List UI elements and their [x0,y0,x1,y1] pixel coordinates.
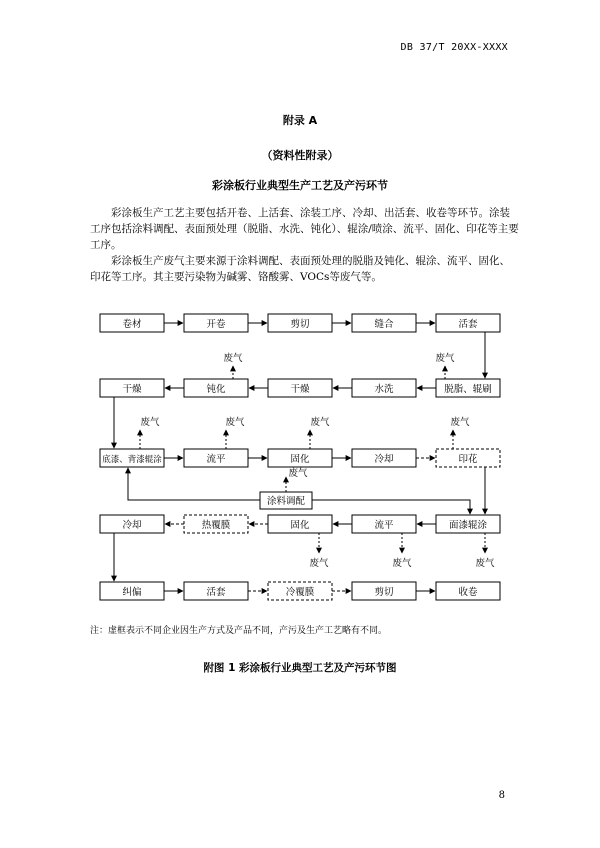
label-shearing-1: 剪切 [290,319,310,330]
figure-caption: 附图 1 彩涂板行业典型工艺及产污环节图 [203,662,397,674]
label-cold-lamination: 冷覆膜 [285,587,315,598]
label-passivation: 钝化 [206,384,226,395]
label-deviation-correction: 纠偏 [122,587,142,598]
waste-gas-label: 废气 [392,558,412,569]
label-curing-2: 固化 [290,520,310,531]
waste-gas-label: 废气 [225,417,245,428]
label-cooling-1: 冷却 [374,454,394,465]
footnote: 注：虚框表示不同企业因生产方式及产品不同，产污及生产工艺略有不同。 [90,626,388,636]
label-uncoiling: 开卷 [206,319,226,330]
waste-gas-label: 废气 [140,417,160,428]
waste-gas-label: 废气 [310,417,330,428]
label-topcoat: 面漆辊涂 [448,520,488,531]
label-paint-mixing: 涂料调配 [266,496,306,507]
label-hot-lamination: 热覆膜 [201,520,231,531]
label-stitching: 缝合 [374,319,394,330]
waste-gas-label: 废气 [450,417,470,428]
paragraph-process: 彩涂板生产工艺主要包括开卷、上活套、涂装工序、冷却、出活套、收卷等环节。涂装工序包括涂料调配、表面预处理（脱脂、水洗、钝化）、辊涂/喷涂、流平、固化、印花等主要工序。 [90,207,519,251]
label-water-wash: 水洗 [374,384,394,395]
label-drying-2: 干燥 [290,384,310,395]
label-cooling-2: 冷却 [122,520,142,531]
waste-gas-label: 废气 [288,468,308,479]
paragraph-emissions: 彩涂板生产废气主要来源于涂料调配、表面预处理的脱脂及钝化、辊涂、流平、固化、印花等工序。其主要污染物为碱雾、铬酸雾、VOCs等废气等。 [90,255,510,283]
standard-code: DB 37/T 20XX-XXXX [400,42,508,53]
appendix-note: （资料性附录） [261,149,339,162]
label-drying-1: 干燥 [122,384,142,395]
label-leveling-1: 流平 [206,454,226,465]
appendix-title: 附录 A [282,114,318,127]
page-number: 8 [498,790,505,801]
label-leveling-2: 流平 [374,520,394,531]
label-primer-coating: 底漆、背漆辊涂 [102,455,162,465]
waste-gas-label: 废气 [435,353,455,364]
waste-gas-label: 废气 [475,558,495,569]
waste-gas-label: 废气 [309,558,329,569]
label-shearing-2: 剪切 [374,587,394,598]
waste-gas-label: 废气 [223,353,243,364]
label-looper-2: 活套 [206,587,226,598]
section-title: 彩涂板行业典型生产工艺及产污环节 [212,179,388,192]
label-printing: 印花 [458,454,478,465]
process-flow-diagram [90,300,520,610]
label-looper-1: 活套 [458,319,478,330]
label-coil: 卷材 [122,319,142,330]
label-degreasing: 脱脂、辊刷 [444,384,492,395]
label-curing-1: 固化 [290,454,310,465]
label-rewinding: 收卷 [458,587,478,598]
